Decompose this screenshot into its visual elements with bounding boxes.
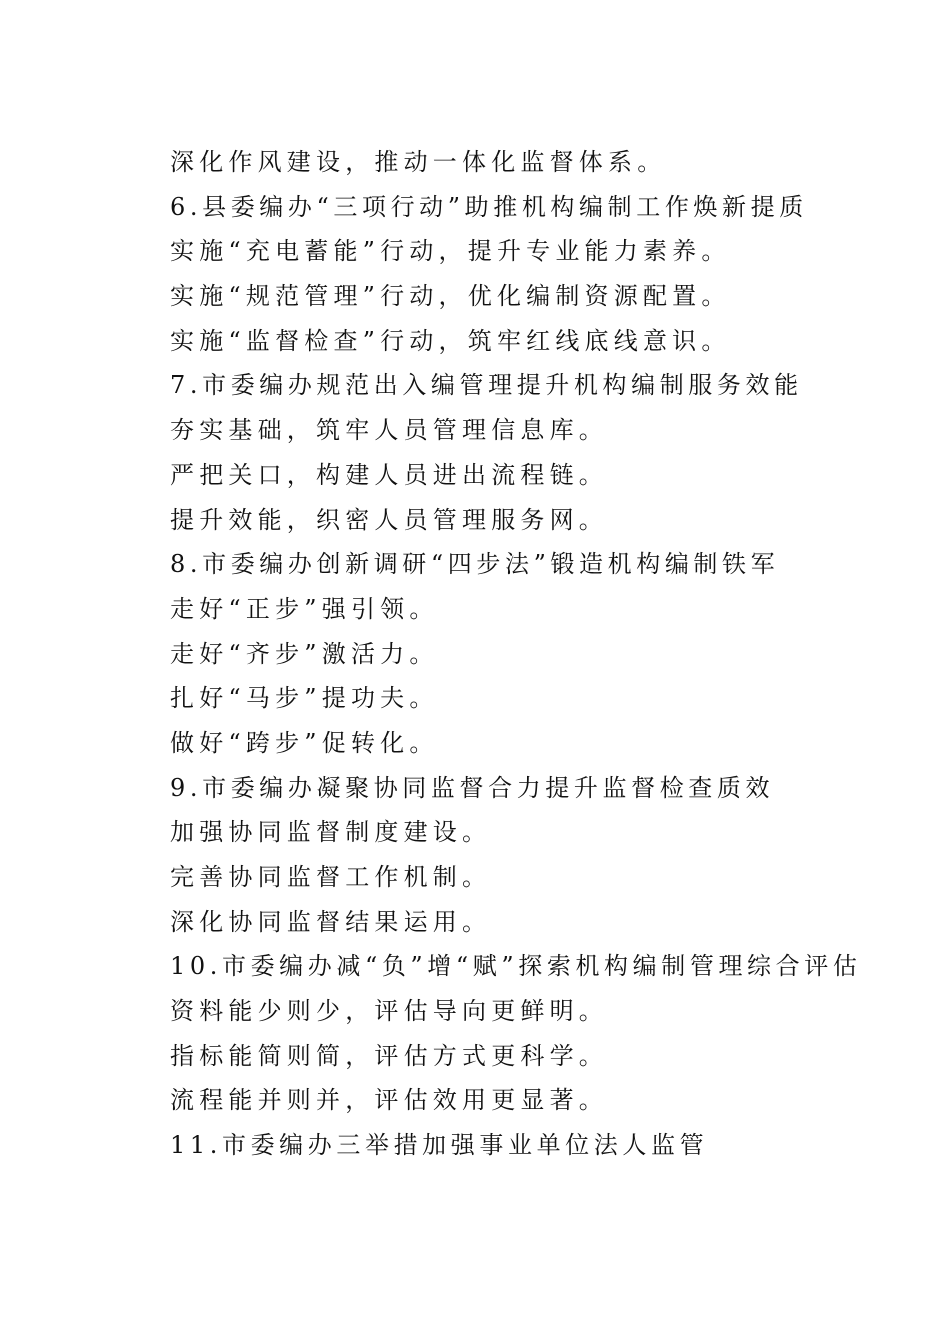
paragraph-line: 扎好“马步”提功夫。 <box>170 684 439 713</box>
paragraph-line: 加强协同监督制度建设。 <box>170 818 492 847</box>
paragraph-line: 深化作风建设，推动一体化监督体系。 <box>170 148 667 176</box>
paragraph-line: 实施“规范管理”行动，优化编制资源配置。 <box>170 282 731 311</box>
section-heading: 8.市委编办创新调研“四步法”锻造机构编制铁军 <box>170 550 780 579</box>
paragraph-line: 走好“齐步”激活力。 <box>170 639 439 668</box>
paragraph-line: 流程能并则并，评估效用更显著。 <box>170 1086 608 1115</box>
paragraph-line: 指标能简则简，评估方式更科学。 <box>170 1041 608 1070</box>
section-heading: 11.市委编办三举措加强事业单位法人监管 <box>170 1131 709 1160</box>
paragraph-line: 实施“充电蓄能”行动，提升专业能力素养。 <box>170 237 731 266</box>
paragraph-line: 走好“正步”强引领。 <box>170 594 439 623</box>
paragraph-line: 提升效能，织密人员管理服务网。 <box>170 505 608 534</box>
document-body <box>170 140 890 1168</box>
paragraph-line: 严把关口，构建人员进出流程链。 <box>170 460 608 489</box>
paragraph-line: 深化协同监督结果运用。 <box>170 907 492 936</box>
section-heading: 10.市委编办减“负”增“赋”探索机构编制管理综合评估 <box>170 952 862 981</box>
paragraph-line: 做好“跨步”促转化。 <box>170 728 439 757</box>
section-heading: 6.县委编办“三项行动”助推机构编制工作焕新提质 <box>170 192 808 221</box>
section-heading: 7.市委编办规范出入编管理提升机构编制服务效能 <box>170 371 803 400</box>
paragraph-line: 实施“监督检查”行动，筑牢红线底线意识。 <box>170 326 731 355</box>
paragraph-line: 资料能少则少，评估导向更鲜明。 <box>170 997 608 1026</box>
section-heading: 9.市委编办凝聚协同监督合力提升监督检查质效 <box>170 773 775 802</box>
paragraph-line: 完善协同监督工作机制。 <box>170 863 492 891</box>
paragraph-line: 夯实基础，筑牢人员管理信息库。 <box>170 416 608 445</box>
